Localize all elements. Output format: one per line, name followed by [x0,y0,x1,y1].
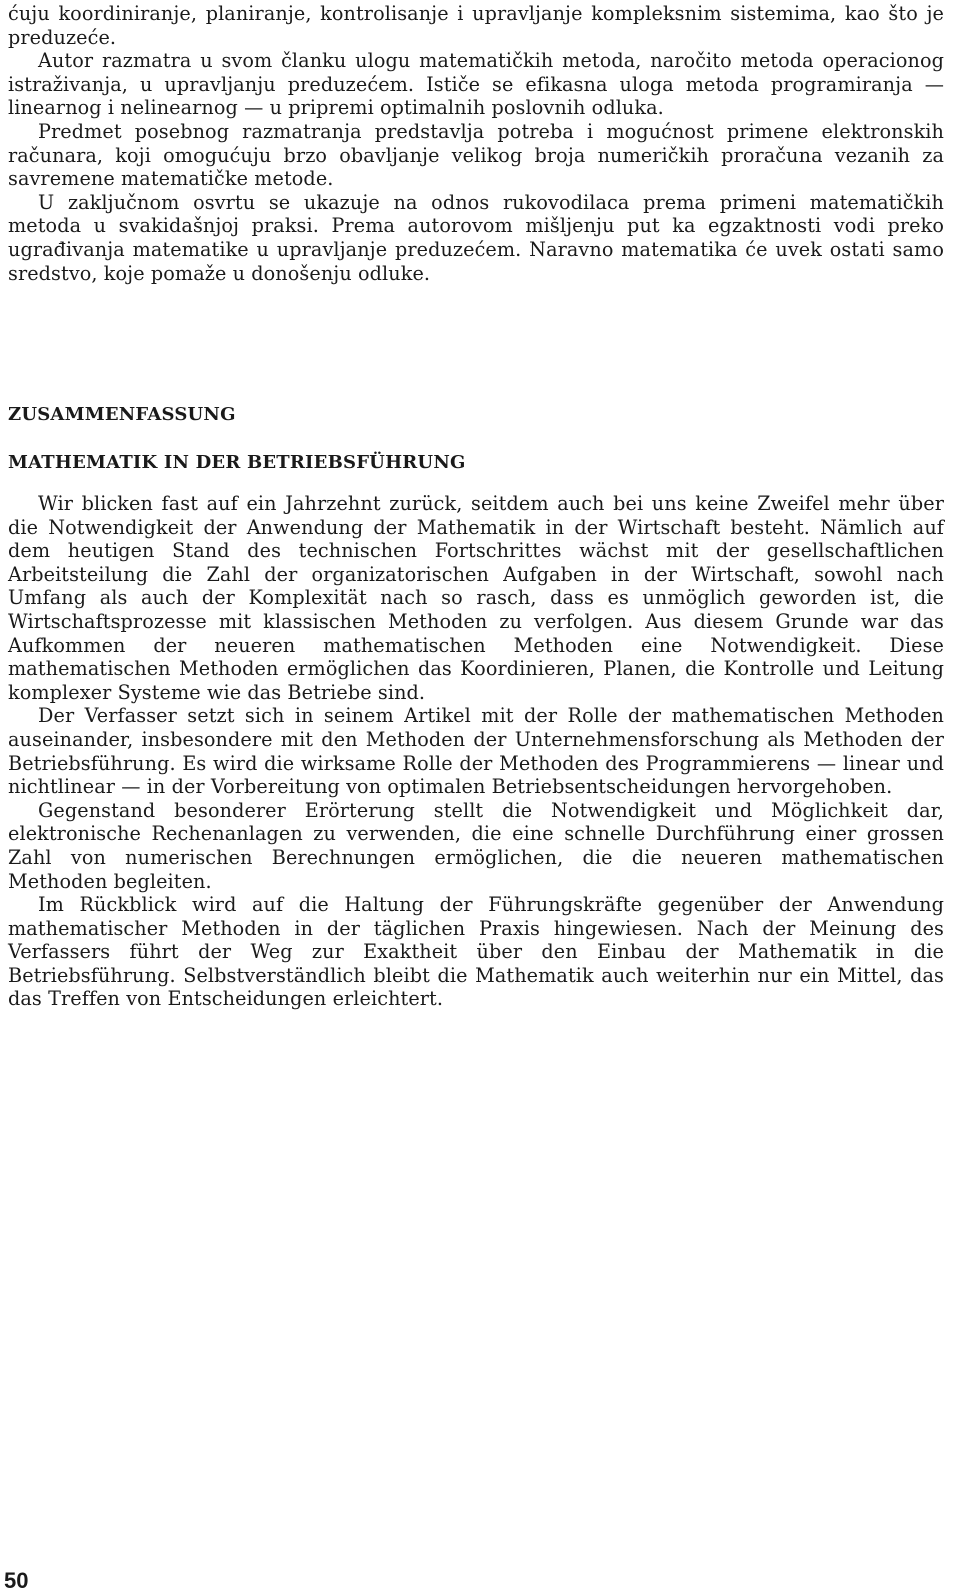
article-title: MATHEMATIK IN DER BETRIEBSFÜHRUNG [8,452,466,473]
german-paragraph-2: Der Verfasser setzt sich in seinem Artikel mit der Rolle der mathematischen Methoden auseinander, insbesondere mit den Methoden der Unternehmensforschung als Methoden der Betriebsführung. Es wird die wirksame Rolle der Methoden des Programmierens — linear und nichtlinear — in der Vorbereitung von optimalen Betriebsentscheidungen hervorgehoben. [8,704,944,799]
german-paragraph-4: Im Rückblick wird auf die Haltung der Führungskräfte gegenüber der Anwendung mathematischer Methoden in der täglichen Praxis hingewiesen. Nach der Meinung des Verfassers führt der Weg zur Exaktheit über den Einbau der Mathematik in die Betriebsführung. Selbstverständlich bleibt die Mathematik auch weiterhin nur ein Mittel, das das Treffen von Entscheidungen erleichtert. [8,893,944,1011]
german-paragraph-1: Wir blicken fast auf ein Jahrzehnt zurück, seitdem auch bei uns keine Zweifel mehr über die Notwendigkeit der Anwendung der Mathematik in der Wirtschaft besteht. Nämlich auf dem heutigen Stand des technischen Fortschrittes wächst mit der gesellschaftlichen Arbeitsteilung die Zahl der organizatorischen Aufgaben in der Wirtschaft, sowohl nach Umfang als auch der Komplexität nach so rasch, dass es unmöglich geworden ist, die Wirtschaftsprozesse mit klassischen Methoden zu verfolgen. Aus diesem Grunde war das Aufkommen der neueren mathematischen Methoden eine Notwendigkeit. Diese mathematischen Methoden ermöglichen das Koordinieren, Planen, die Kontrolle und Leitung komplexer Systeme wie das Betriebe sind. [8,492,944,704]
serbian-paragraph-2: Autor razmatra u svom članku ulogu matematičkih metoda, naročito metoda operacionog istraživanja, u upravljanju preduzećem. Ističe se efikasna uloga metoda programiranja — linearnog i nelinearnog — u pripremi optimalnih poslovnih odluka. [8,49,944,120]
german-paragraph-3: Gegenstand besonderer Erörterung stellt die Notwendigkeit und Möglichkeit dar, elektronische Rechenanlagen zu verwenden, die eine schnelle Durchführung einer grossen Zahl von numerischen Berechnungen ermöglichen, die die neueren mathematischen Methoden begleiten. [8,798,944,893]
serbian-paragraph-1: ćuju koordiniranje, planiranje, kontrolisanje i upravljanje kompleksnim sistemima, kao što je preduzeće. [8,2,944,49]
serbian-paragraph-3: Predmet posebnog razmatranja predstavlja potreba i mogućnost primene elektronskih računara, koji omogućuju brzo obavljanje velikog broja numeričkih proračuna vezanih za savremene matematičke metode. [8,119,944,191]
serbian-paragraph-4: U zaključnom osvrtu se ukazuje na odnos rukovodilaca prema primeni matematičkih metoda u svakidašnjoj praksi. Prema autorovom mišljenju put ka egzaktnosti vodi preko ugrađivanja matematike u upravljanje preduzećem. Naravno matematika će uvek ostati samo sredstvo, koje pomaže u donošenju odluke. [8,190,944,285]
serbian-summary [8,2,944,285]
german-summary [8,492,944,1011]
page-number: 50 [4,1568,29,1593]
summary-heading: ZUSAMMENFASSUNG [8,404,236,425]
